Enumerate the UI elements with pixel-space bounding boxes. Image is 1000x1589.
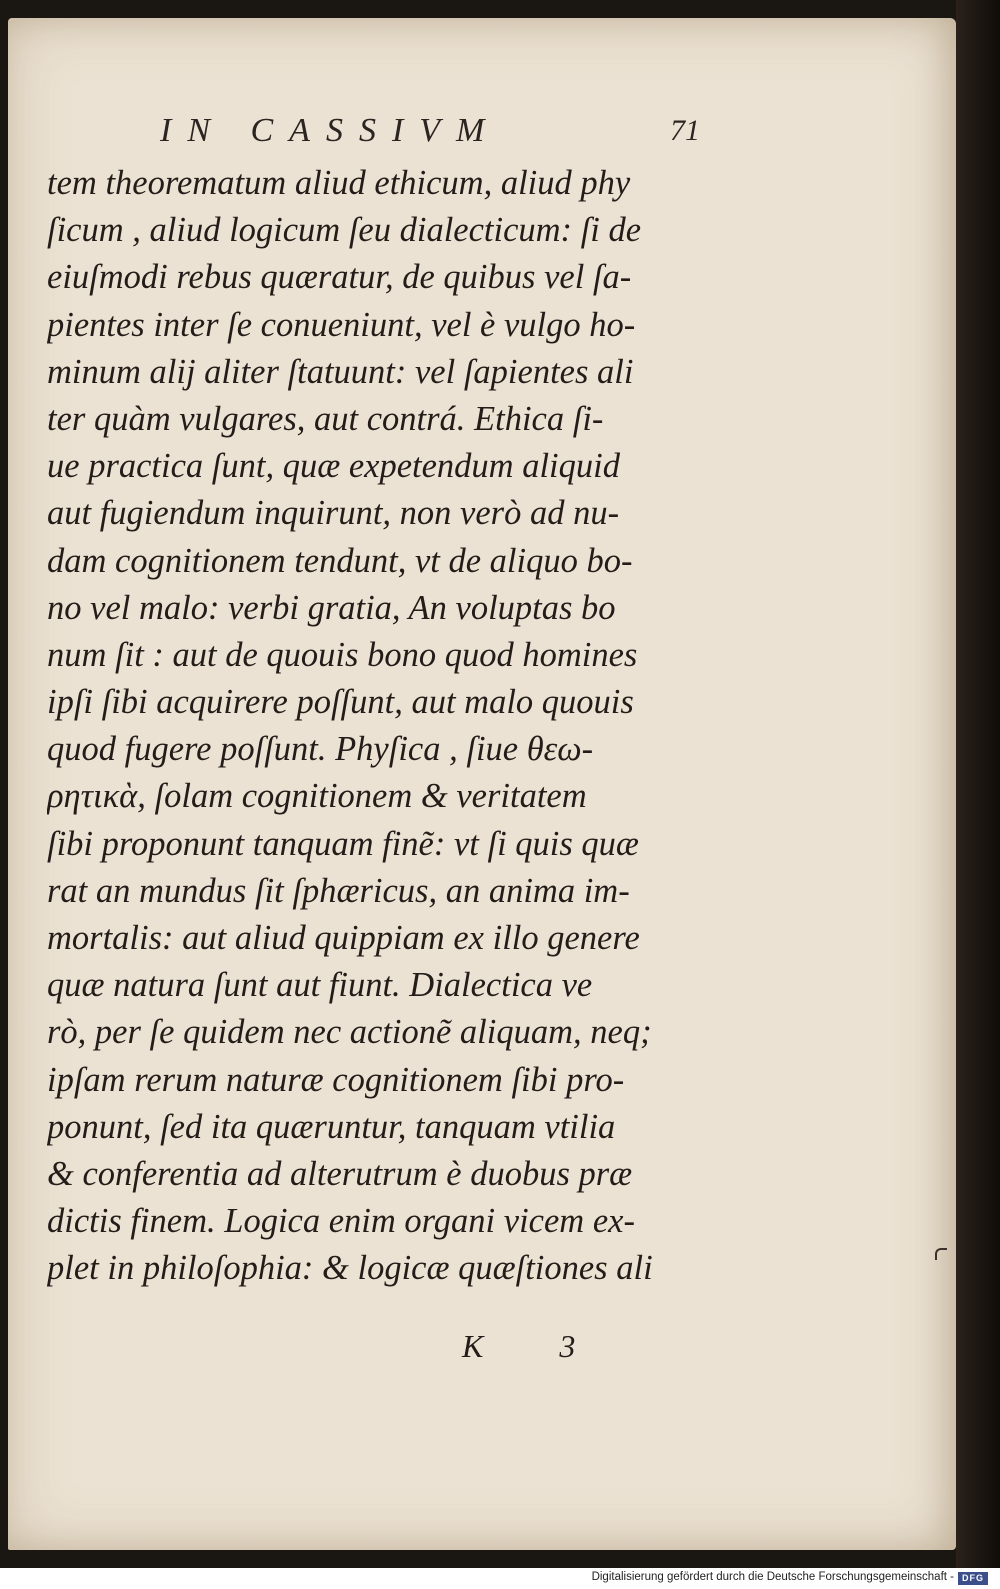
text-line: pientes inter ſe conueniunt, vel è vulgo ho- [47, 305, 636, 344]
running-head: IN CASSIVM [160, 112, 501, 149]
margin-mark [935, 1248, 947, 1260]
text-line: rat an mundus ſit ſphæricus, an anima im- [47, 871, 630, 910]
text-line: ter quàm vulgares, aut contrá. Ethica ſi- [47, 399, 604, 438]
text-line: ipſi ſibi acquirere poſſunt, aut malo quouis [47, 683, 634, 722]
text-line: rò, per ſe quidem nec actionẽ aliquam, neq; [47, 1013, 652, 1052]
text-line: tem theorematum aliud ethicum, aliud phy [47, 164, 631, 202]
text-line: aut fugiendum inquirunt, non verò ad nu- [47, 494, 620, 533]
dfg-logo: DFG [958, 1572, 988, 1585]
text-line: ponunt, ſed ita quæruntur, tanquam vtilia [47, 1107, 616, 1146]
text-line: ſicum , aliud logicum ſeu dialecticum: ſi de [47, 211, 642, 250]
text-line: ρητικὰ, ſolam cognitionem & veritatem [47, 777, 587, 816]
text-line: num ſit : aut de quouis bono quod homines [47, 635, 638, 674]
signature-mark: K 3 [462, 1328, 610, 1364]
body-text [47, 160, 697, 1293]
text-line: quæ natura ſunt aut fiunt. Dialectica ve [47, 966, 593, 1005]
text-line: eiuſmodi rebus quæratur, de quibus vel ſa- [47, 258, 632, 297]
text-line: ue practica ſunt, quæ expetendum aliquid [47, 447, 620, 486]
book-edge [956, 0, 1000, 1568]
text-line: plet in philoſophia: & logicæ quæſtiones ali [47, 1249, 653, 1288]
text-line: quod fugere poſſunt. Phyſica , ſiue θεω- [47, 730, 594, 769]
text-line: no vel malo: verbi gratia, An voluptas bo [47, 588, 616, 627]
text-line: mortalis: aut aliud quippiam ex illo genere [47, 919, 640, 957]
text-line: ipſam rerum naturæ cognitionem ſibi pro- [47, 1060, 625, 1099]
page-header [160, 112, 700, 154]
text-line: ſibi proponunt tanquam finẽ: vt ſi quis quæ [47, 824, 639, 863]
text-line: dictis finem. Logica enim organi vicem ex- [47, 1202, 635, 1241]
page-number: 71 [670, 114, 700, 147]
footer-bar [0, 1568, 1000, 1589]
text-line: & conferentia ad alterutrum è duobus præ [47, 1154, 633, 1193]
text-line: minum alij aliter ſtatuunt: vel ſapientes ali [47, 352, 634, 391]
text-line: dam cognitionem tendunt, vt de aliquo bo- [47, 541, 633, 580]
funding-credit: Digitalisierung gefördert durch die Deutsche Forschungsgemeinschaft - [591, 1571, 954, 1583]
